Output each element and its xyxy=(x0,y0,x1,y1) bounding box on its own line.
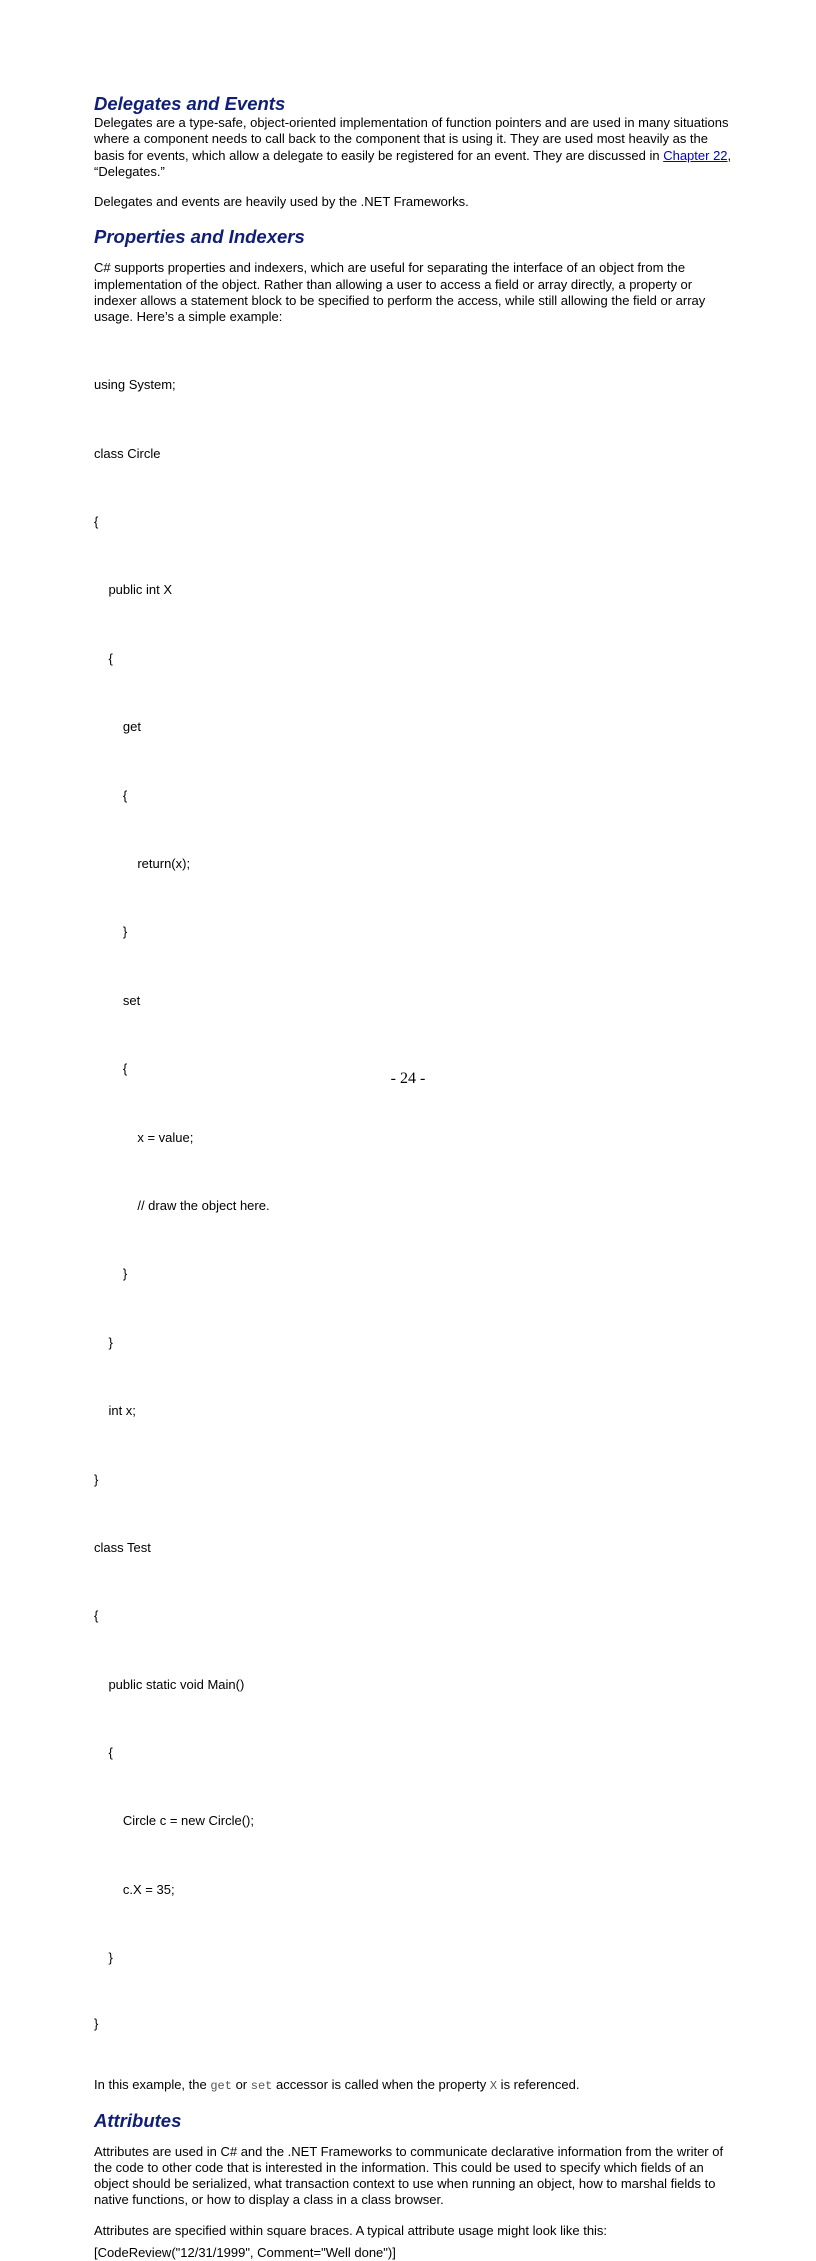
inline-code-set: set xyxy=(250,2079,273,2094)
code-line: public int X xyxy=(94,582,173,598)
chapter-22-link[interactable]: Chapter 22 xyxy=(663,147,728,163)
inline-code-x: X xyxy=(489,2079,498,2094)
page-number: - 24 - xyxy=(390,1070,426,1087)
code-line: public static void Main() xyxy=(94,1676,245,1692)
code-line: } xyxy=(94,2015,99,2031)
code-line: set xyxy=(94,992,141,1008)
text-run: is referenced. xyxy=(497,2077,580,2093)
code-line: int x; xyxy=(94,1403,136,1419)
code-line: } xyxy=(94,1950,113,1966)
heading-delegates-and-events: Delegates and Events xyxy=(94,93,286,114)
code-line: x = value; xyxy=(94,1129,194,1145)
heading-properties-and-indexers: Properties and Indexers xyxy=(94,226,305,248)
attribute-code-line: [CodeReview("12/31/1999", Comment="Well done")] xyxy=(94,2245,396,2261)
heading-attributes: Attributes xyxy=(94,2109,182,2131)
code-line: class Test xyxy=(94,1539,151,1555)
document-page xyxy=(94,93,734,2261)
code-example-circle xyxy=(94,329,734,2078)
code-line: { xyxy=(94,787,128,803)
attributes-intro-paragraph: Attributes are used in C# and the .NET Frameworks to communicate declarative information from the writer of the code to other code that is interested in the information. This could be used to specify which fields of an object should be serialized, what transaction context to use when running an object, how to marshal fields to native functions, or how to display a class in a class browser. xyxy=(94,2143,724,2208)
attributes-syntax-paragraph: Attributes are specified within square braces. A typical attribute usage might look like this: xyxy=(94,2222,608,2238)
text-run: accessor is called when the property xyxy=(272,2077,490,2093)
delegates-text-after-link: , “Delegates.” xyxy=(94,147,732,179)
code-line: c.X = 35; xyxy=(94,1881,175,1897)
text-run: In this example, the xyxy=(94,2077,211,2093)
code-line: } xyxy=(94,1334,113,1350)
delegates-text-before-link: Delegates are a type-safe, object-oriented implementation of function pointers and are used in many situations where a component needs to call back to the component that is using it. They are used most heavily as the basis for events, which allow a delegate to easily be registered for an event. They are discussed in xyxy=(94,115,729,163)
code-line: { xyxy=(94,1745,113,1761)
code-line: { xyxy=(94,514,99,530)
delegates-paragraph xyxy=(94,115,734,180)
code-line: get xyxy=(94,719,141,735)
properties-intro-paragraph: C# supports properties and indexers, which are useful for separating the interface of an object from the implementation of the object. Rather than allowing a user to access a field or array directly, a property or indexer allows a statement block to be specified to perform the access, while still allowing the field or array usage. Here’s a simple example: xyxy=(94,260,706,325)
code-line: { xyxy=(94,1608,99,1624)
accessor-explanation-paragraph xyxy=(94,2077,734,2094)
code-line: using System; xyxy=(94,377,176,393)
code-line: { xyxy=(94,1061,128,1077)
code-line: Circle c = new Circle(); xyxy=(94,1813,254,1829)
text-run: or xyxy=(231,2077,251,2093)
code-line: return(x); xyxy=(94,856,191,871)
code-line: { xyxy=(94,650,113,666)
inline-code-get: get xyxy=(210,2079,232,2094)
code-line: } xyxy=(94,924,128,940)
code-line: class Circle xyxy=(94,445,161,461)
code-line: } xyxy=(94,1266,128,1282)
code-line: } xyxy=(94,1471,99,1487)
delegates-usage-paragraph: Delegates and events are heavily used by the .NET Frameworks. xyxy=(94,194,469,210)
code-line: // draw the object here. xyxy=(94,1197,270,1213)
